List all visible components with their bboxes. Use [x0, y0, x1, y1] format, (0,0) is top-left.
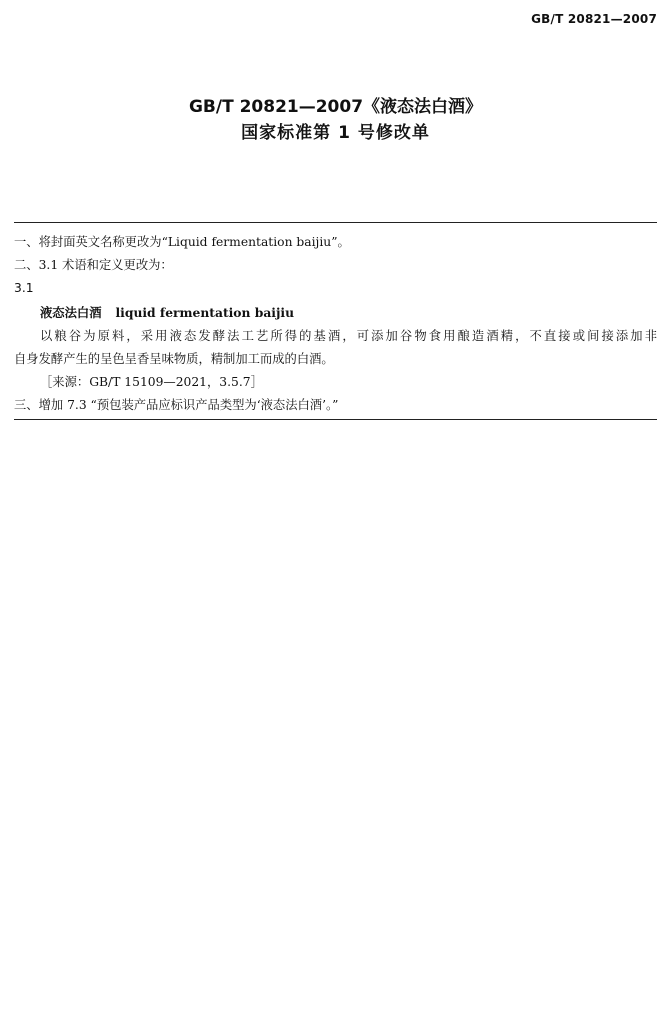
amendment-item-1: 一、将封面英文名称更改为“Liquid fermentation baijiu”。: [14, 235, 350, 249]
definition-source: ［来源：GB/T 15109—2021，3.5.7］: [40, 375, 263, 390]
document-title-line2: 国家标准第 1 号修改单: [241, 123, 430, 143]
definition-line-2: 自身发酵产生的呈色呈香呈味物质，精制加工而成的白酒。: [14, 352, 334, 367]
document-title-line1: GB/T 20821—2007《液态法白酒》: [188, 97, 483, 117]
top-divider: [14, 222, 657, 223]
bottom-divider: [14, 419, 657, 420]
standard-code-header: GB/T 20821—2007: [531, 12, 657, 26]
term-chinese: 液态法白酒: [40, 305, 102, 320]
amendment-content: [14, 231, 657, 418]
term-english: liquid fermentation baijiu: [115, 304, 295, 320]
amendment-item-3: 三、增加 7.3 “预包装产品应标识产品类型为‘液态法白酒’。”: [14, 398, 339, 413]
definition-line-1: 以粮谷为原料，采用液态发酵法工艺所得的基酒，可添加谷物食用酿造酒精，不直接或间接添加非: [40, 328, 657, 343]
clause-number: 3.1: [14, 281, 34, 296]
term-heading: [14, 301, 657, 325]
amendment-item-2: 二、3.1 术语和定义更改为：: [14, 258, 173, 273]
